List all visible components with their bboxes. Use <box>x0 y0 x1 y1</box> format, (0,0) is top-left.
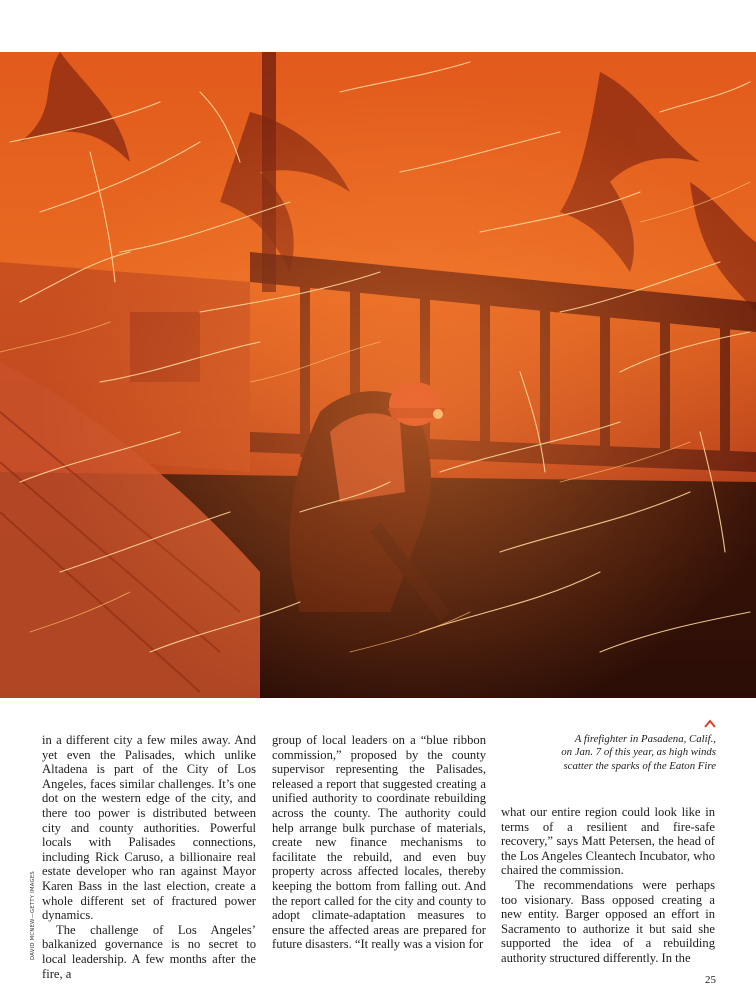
caption-line: on Jan. 7 of this year, as high winds <box>561 746 716 759</box>
article-column-1 <box>42 733 256 981</box>
caption-line: scatter the sparks of the Eaton Fire <box>563 759 716 772</box>
page-number: 25 <box>705 974 716 986</box>
caption-pointer-icon <box>704 719 716 729</box>
article-column-2 <box>272 733 486 952</box>
photo-credit: DAVID MCNEW—GETTY IMAGES <box>30 870 36 960</box>
article-column-3 <box>501 805 715 966</box>
firefighter-photo <box>0 52 756 698</box>
caption-line: A firefighter in Pasadena, Calif., <box>574 733 716 745</box>
paragraph: The recommendations were perhaps too visionary. Bass opposed creating a new entity. Barger opposed an effort in Sacramento to authorize it but said she supported the idea of a rebuilding authority structured differently. In the <box>501 877 715 965</box>
paragraph: group of local leaders on a “blue ribbon commission,” proposed by the county supervisor representing the Palisades, released a report that suggested creating a unified authority to coordinate rebuilding across the county. The authority could help arrange bulk purchase of materials, create new finance mechanisms to facilitate the rebuild, and even buy property across affected locales, thereby keeping the bottom from falling out. And the report called for the city and county to adopt climate-adaptation measures to ensure the affected areas are prepared for future disasters. “It really was a vision for <box>272 733 486 952</box>
photo-caption <box>512 733 716 773</box>
paragraph: The challenge of Los Angeles’ balkanized governance is no secret to local leadership. A few months after the fire, a <box>42 922 256 981</box>
paragraph: what our entire region could look like in terms of a resilient and fire-safe recovery,” says Matt Petersen, the head of the Los Angeles Cleantech Incubator, who chaired the commission. <box>501 805 715 878</box>
paragraph: in a different city a few miles away. And yet even the Palisades, which unlike Altadena is part of the City of Los Angeles, faces similar challenges. It’s one dot on the western edge of the city, and there too power is distributed between city and county authorities. Powerful locals with Palisades connections, including Rick Caruso, a billionaire real estate developer who ran against Mayor Karen Bass in the last election, create a whole different set of fractured power dynamics. <box>42 733 256 923</box>
